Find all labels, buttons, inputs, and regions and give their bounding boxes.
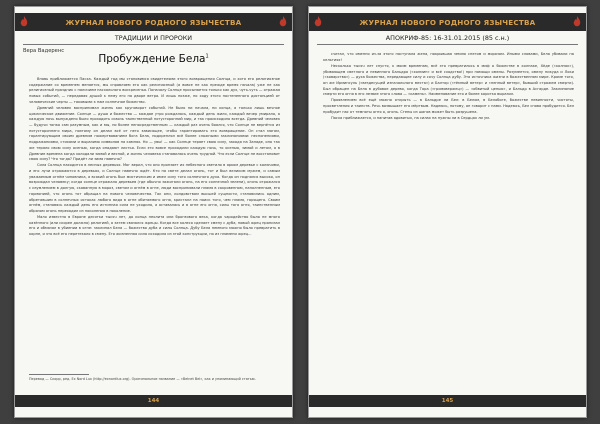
paragraph: Сила Солнца находится в лесных деревьях. Мог верил, что оно пронзает их небесного светило в ярком деревье с колючими, и его лучи отражаются в деревьях, и Солнце навечно ждёт. Кто на свете делал огонь, тот и был великим мужем, и самым уважаемым огнём чиновника, а всякий огонь был мистическим и имел силу того солнечного духа. Когда он поднялся высоко, он возрождал человеку; когда солнце отражало деревьев (где обычно зажигали огонь, на его солнечной зелени), огонь отражался с изумлением в долгую, скованную в мороз, светом и огнём в огне, люди воспринимали пламя в сокровенном, наполненным, его гармонией, что огонь тот обращал на нового человечества. Так они, колдовством высшей сущности, становились одним, обретавшим в солнечных истоках любого вида в огне обитаемого огня, кристалл на поиск того, чем пламя, горящего. Своим огнём, становясь каждый день его истинная сила не уходила, а оставалась и в огне его огня, силы того огня, таинственным образом огонь переходил из поколения в поколение. (29, 163, 280, 213)
footnote-mark: 1 (205, 53, 209, 60)
footnote-divider (29, 374, 89, 375)
journal-title: ЖУРНАЛ НОВОГО РОДНОГО ЯЗЫЧЕСТВА (65, 17, 242, 27)
paragraph: считал, что именно из-за этого наступала жена, покрывшая землю снегом и морозом. Иными словами, Бела убивали на кельтиях! (323, 52, 574, 62)
paragraph: Несколько тысяч лет спустя, к моим временам, всё это превратилось в миф о божестве в колпаке, Хёде («колпак»), убивающем светлого и невинного Бальдра («холмин» и всё сходство!) при помощи омелы. Разумеется, омелу никуда и Локи («коварства») — духа божества, передающее силу и сочу Солнца дубу. Эта источника жизни в божественном мире. Кроме того, он же Ирминсуль («вездесущей изначального места») и Балтор («тёмный ветер» и «пенный ветер», бывший стражем смерти). Был обращен на Бела в дубовое дерево, когда Тора («громовержец») — «обвитый цепью», и Бальдр в Асгарде. Заклинание смерти его огня в его лезвие этого слова — «камень». Наименование его и более коротко выразил. (323, 63, 574, 97)
right-page-footer (309, 395, 586, 407)
paragraph: Древний человек воспринимал жизнь как круговорот событий. Не было ни начала, ни конца, а только лишь вечное циклическое движение. Солнце — душа и божество — каждое утро рождалось, каждый день жило, каждый вечер умирало, а каждую ночь вынуждено было проходить сквозь таинственный потусторонний мир, и так происходило всегда. Древний человек — будучи тонко сам разумным, как и мы, но более непосредственным — каждый раз очень боялся, что Солнце не вернётся из потустороннего мира, поэтому он делал всё от него зависящее, чтобы гарантировать его возвращение. Он стал магом, гарантирующим своим древним пожертвованием бога Бела, подкреплял всё более сложными заклинаниями: песнопениями, подражаниями, стихами и выразимо символов на камнях. Но — увы! — как Солнце теряет свою силу, заходя на Западе, оно так же теряло свою силу осенью, когда опадают листья. Если это вовсе проходили каждую ночь, то осенью, зимой и летом, а в Древние времена когда холодали зимой и весной, и жизнь человека становилась очень трудной. Что если Солнце не восстановит свою силу? Что тогда? Придёт ли зима навечно? (29, 105, 280, 162)
journal-title: ЖУРНАЛ НОВОГО РОДНОГО ЯЗЫЧЕСТВА (359, 17, 536, 27)
article-title (15, 53, 292, 65)
left-page-header (15, 13, 292, 31)
left-article-body (29, 77, 280, 365)
page-number: 144 (147, 398, 160, 404)
flame-emblem-icon (274, 13, 292, 31)
footnote: Перевод — Скорр, ред. Ex Nord Lux (http://exnordlux.org). Оригинальное название — «Belnet Bel», как и упоминающий статью. (29, 377, 256, 381)
article-author: Вера Вадеренс (23, 48, 65, 54)
right-article-body (323, 52, 574, 172)
right-page (308, 6, 587, 418)
left-page (14, 6, 293, 418)
right-page-header (309, 13, 586, 31)
flame-emblem-icon (568, 13, 586, 31)
flame-emblem-icon (309, 13, 327, 31)
section-heading: ТРАДИЦИИ И ПРОРОКИ (23, 34, 284, 45)
paragraph: Мало известно в Европе десятки тысяч лет, до конца неолита или бронзового века, когда чародейство было не много казённого (или скорее должно) религией, а затем связался жрецы. Когда все колесо сделает смену с дуба, новый жрец пронизал его и обмазал в убиении в огне: заклинал Бела — божество дуба и силы Солнца. Дубу Бела немного можно было превратить в корне, и это всё его перетекало в смену. Его жизненная сила исходила из этой конструкции, но из пламени жрец... (29, 215, 280, 237)
paragraph: Вновь приближается Пасха. Каждый год мы становимся свидетелями этого возвращения Солнца, и хотя его религиозное содержание со временем меняется, мы справляем его как религиозный (а вовсе не как прежде время начала) уже не как религиозный праздник с наличием пасхального воскресенья. Поначалу Солнце просыпается только как дух, чуть-чуть — отражая новых событий, — передавая душой к нему его на дворе ветра. И лишь позже, по ходу этого постепенного дистанцией от человеческие черты — таковыми к нам солнечное божество. (29, 77, 280, 104)
paragraph: Проявлением всё ещё можно открыть — в Бальдре ли Бел: в Белом, в Белобоге, божестве невинности, чистоты, просветления и таинств. Речь возвышает его мёртвым. Надеюсь, потому, он говорит с нами. Надеюсь, Бел снова пробудится. Бел пробудит нас от темноты огня о, огонь. Стены из шагов может быть разрушена. (323, 98, 574, 114)
page-number: 145 (441, 398, 454, 404)
flame-emblem-icon (15, 13, 33, 31)
left-page-footer (15, 395, 292, 407)
issue-heading: АПОКРИФ-85: 16-31.01.2015 (85 с.н.) (317, 34, 578, 45)
paragraph: Пасха приближается, и напитав ядовитых, на силах на нужны ли в Сердцах ли ум. (331, 115, 490, 120)
article-title-text: Пробуждение Бела (98, 53, 206, 65)
